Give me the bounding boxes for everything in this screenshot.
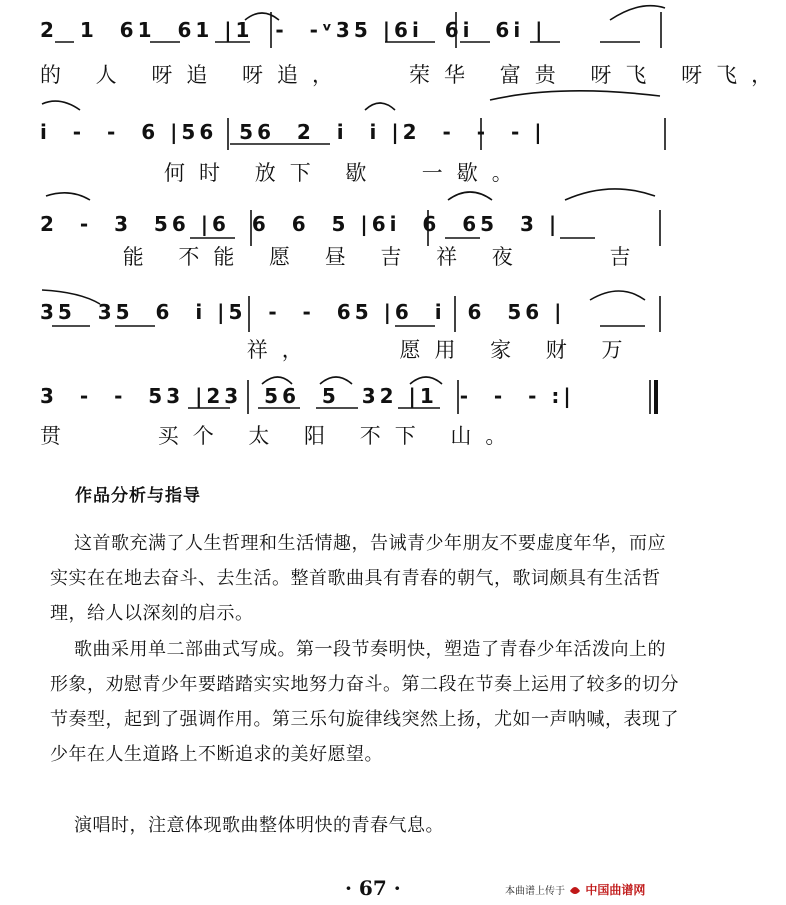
- analysis-paragraph-2: [50, 632, 680, 772]
- score-line-3-lyrics: 能 不能 愿 昼 吉 祥 夜 吉: [40, 245, 645, 269]
- source-text: 本曲谱上传于: [505, 886, 565, 897]
- site-logo-icon: [568, 885, 582, 897]
- analysis-paragraph-1-text: 这首歌充满了人生哲理和生活情趣，告诫青少年朋友不要虚度年华，而应实实在在地去奋斗、去生活。整首歌曲具有青春的朝气，歌词颇具有生活哲理，给人以深刻的启示。: [50, 533, 666, 624]
- page-number: · 67 ·: [345, 876, 401, 900]
- score-line-2-lyrics: 何时 放下 歇 一歇。: [40, 161, 527, 185]
- score-line-5-lyrics: 贯 买个 太 阳 不下 山。: [40, 424, 521, 448]
- analysis-paragraph-2-text: 歌曲采用单二部曲式写成。第一段节奏明快，塑造了青春少年活泼向上的形象，劝慰青少年要踏踏实实地努力奋斗。第二段在节奏上运用了较多的切分节奏型，起到了强调作用。第三乐句旋律线突然上扬，尤如一声呐喊，表现了少年在人生道路上不断追求的美好愿望。: [50, 639, 679, 765]
- analysis-paragraph-3: [50, 808, 680, 843]
- score-line-1-notes: 2 1 61 61 |1 - -ᵛ35 |6i 6i 6i |: [40, 18, 547, 42]
- score-line-4-notes: 35 35 6 i |5 - - 65 |6 i 6 56 |: [40, 300, 566, 324]
- source-watermark: [505, 881, 645, 898]
- score-line-4-lyrics: 祥， 愿用 家 财 万: [40, 338, 637, 362]
- score-line-3-notes: 2 - 3 56 |6 6 6 5 |6i 6 65 3 |: [40, 212, 561, 236]
- analysis-paragraph-3-text: 演唱时，注意体现歌曲整体明快的青春气息。: [74, 815, 444, 836]
- site-name: 中国曲谱网: [585, 883, 646, 897]
- analysis-heading: 作品分析与指导: [75, 486, 201, 506]
- analysis-paragraph-1: [50, 526, 680, 631]
- score-line-2-notes: i - - 6 |56 56 2 i i |2 - - - |: [40, 120, 546, 144]
- score-line-1-lyrics: 的 人 呀追 呀追， 荣华 富贵 呀飞 呀飞，: [40, 63, 786, 87]
- score-line-5-notes: 3 - - 53 |23 56 5 32 |1 - - - :|: [40, 384, 575, 408]
